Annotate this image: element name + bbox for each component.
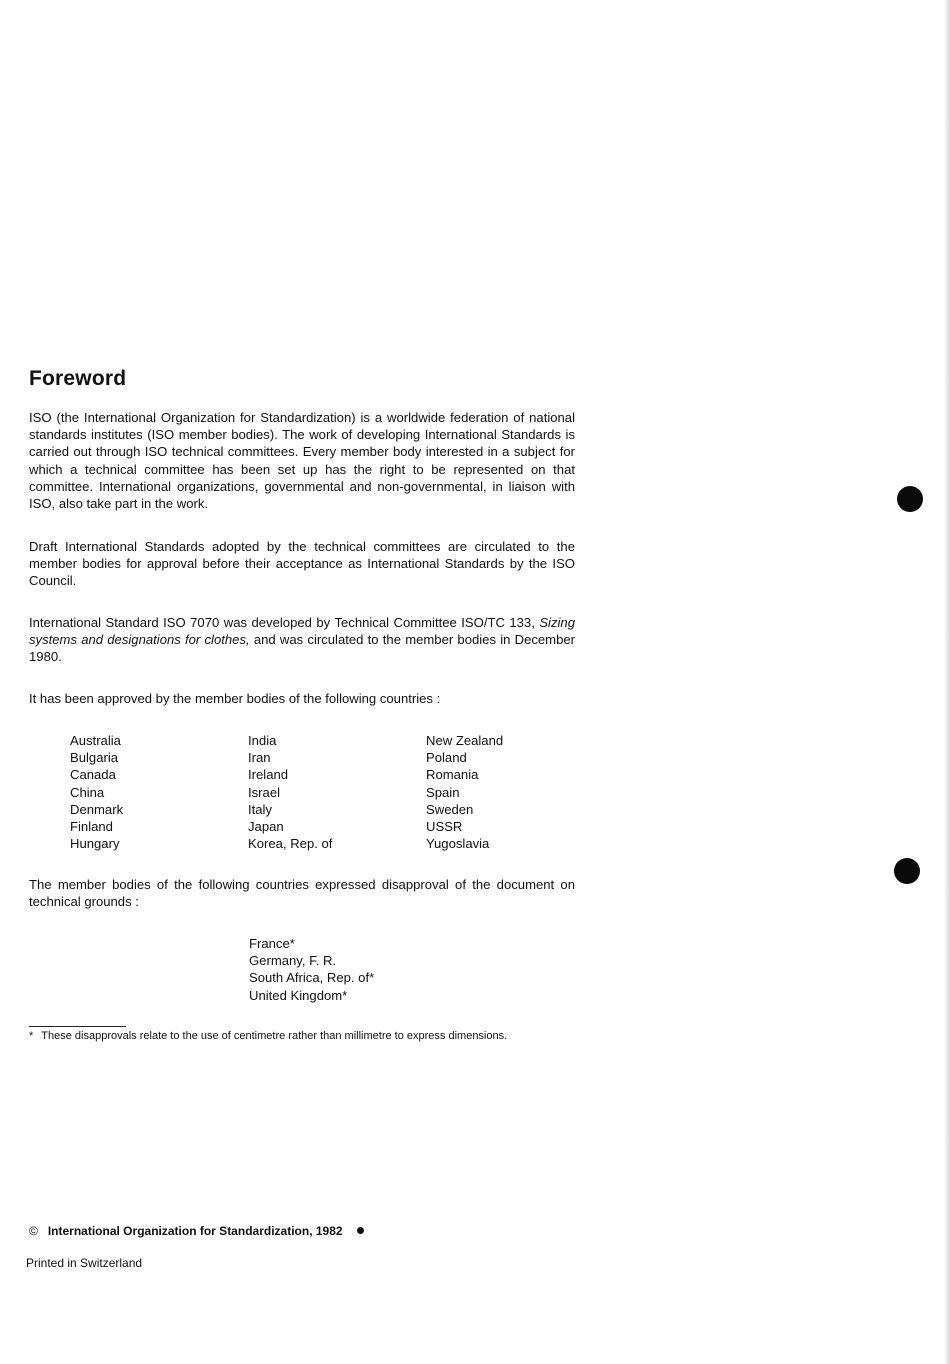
country-item: Ireland (248, 767, 289, 783)
country-column (426, 732, 503, 852)
bullet-icon (357, 1227, 364, 1234)
country-item: South Africa, Rep. of* (249, 970, 375, 986)
country-item: USSR (426, 818, 463, 834)
footnote (29, 1029, 574, 1045)
country-item: Italy (248, 801, 273, 817)
paragraph-draft-standards: Draft International Standards adopted by the technical committees are circulated to the member bodies for approval before their acceptance as International Standards by the ISO Council. (29, 539, 575, 589)
country-item: New Zealand (426, 733, 504, 748)
country-item: Finland (70, 818, 113, 834)
country-item: Romania (426, 767, 479, 783)
country-item: Bulgaria (70, 750, 119, 766)
country-item: Spain (426, 784, 460, 800)
country-item: Yugoslavia (426, 836, 490, 852)
approval-intro: It has been approved by the member bodies of the following countries : (29, 691, 441, 706)
country-item: Hungary (70, 836, 120, 852)
country-item: United Kingdom* (249, 987, 348, 1003)
committee-title: Sizing systems and designations for clothes, (29, 615, 575, 648)
country-item: Australia (70, 733, 121, 748)
paragraph-iso-7070 (29, 614, 575, 666)
country-item: China (70, 784, 105, 800)
country-item: Japan (248, 818, 284, 834)
country-item: Iran (248, 750, 271, 766)
country-item: Canada (70, 767, 116, 783)
binder-hole (894, 858, 920, 884)
country-column (70, 732, 123, 852)
country-item: Denmark (70, 801, 124, 817)
page-title: Foreword (29, 367, 127, 390)
page-edge-shadow (944, 0, 950, 1364)
country-item: France* (249, 936, 295, 951)
disapproval-intro: The member bodies of the following countries expressed disapproval of the document on technical grounds : (29, 877, 575, 910)
country-column (248, 732, 332, 852)
disapproving-countries (249, 935, 374, 1004)
footnote-text: These disapprovals relate to the use of centimetre rather than millimetre to express dimensions. (41, 1030, 508, 1042)
footnote-divider (29, 1026, 126, 1027)
copyright-symbol: © (29, 1224, 38, 1238)
country-item: Israel (248, 784, 281, 800)
country-item: Germany, F. R. (249, 953, 337, 969)
country-item: Sweden (426, 801, 474, 817)
country-item: Korea, Rep. of (248, 836, 333, 852)
footnote-marker: * (29, 1030, 34, 1042)
country-item: Poland (426, 750, 467, 766)
binder-hole (897, 486, 923, 512)
copyright-text: International Organization for Standardization, 1982 (47, 1224, 343, 1238)
paragraph-iso-intro: ISO (the International Organization for Standardization) is a worldwide federation of national standards institutes (ISO member bodies). The work of developing International Standards is carried out through ISO technical committees. Every member body interested in a subject for which a technical committee has been set up has the right to be represented on that committee. International organizations, governmental and non-governmental, in liaison with ISO, also take part in the work. (29, 410, 575, 512)
paragraph-iso-7070-text: International Standard ISO 7070 was developed by Technical Committee ISO/TC 133, (29, 615, 535, 630)
copyright-line (29, 1224, 364, 1238)
paragraph-iso-7070-text-end: and was circulated to the member bodies in December 1980. (29, 632, 576, 665)
printed-location: Printed in Switzerland (26, 1256, 143, 1270)
country-item: India (248, 733, 277, 748)
